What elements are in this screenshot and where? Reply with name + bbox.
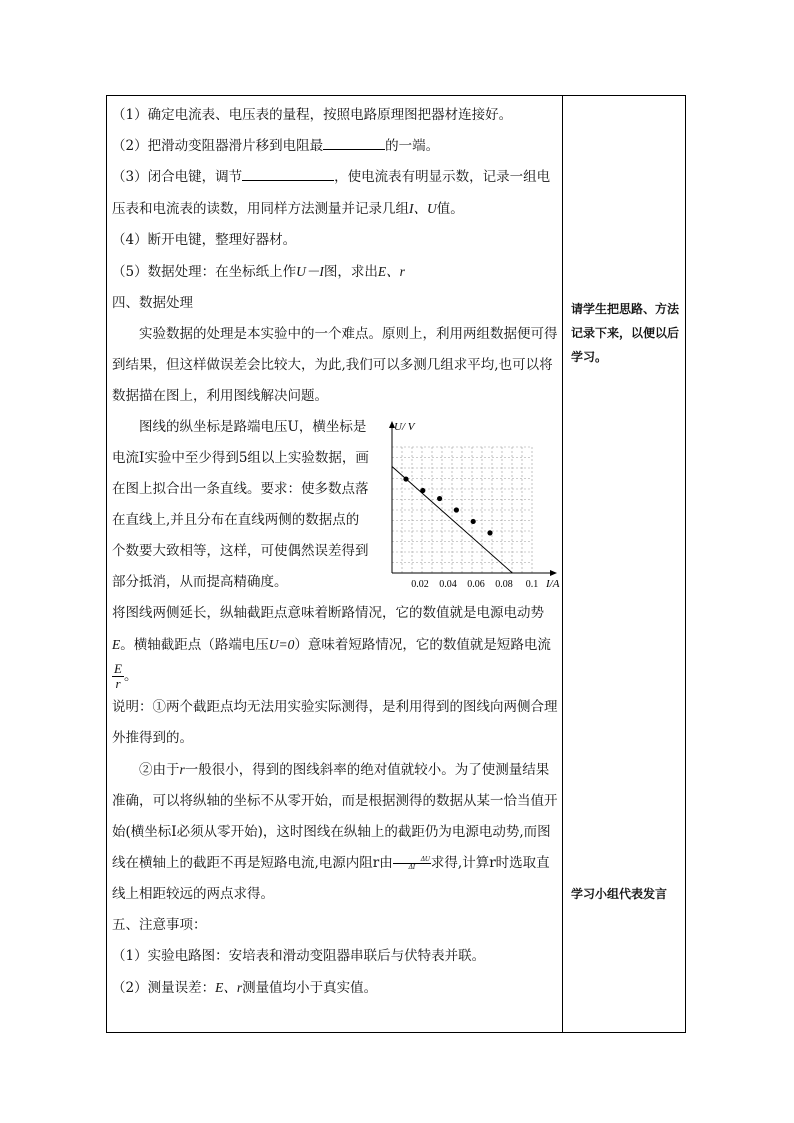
section-4-para-4: 说明：①两个截距点均无法用实验实际测得，是利用得到的图线向两侧合理外推得到的。: [112, 699, 558, 746]
x-tick-label: 0.06: [467, 579, 485, 590]
data-point: [437, 496, 442, 501]
x-axis-arrow: [550, 570, 557, 576]
section-4-para-1: 实验数据的处理是本实验中的一个难点。原则上，利用两组数据便可得到结果，但这样做误差会比较大，为此,我们可以多测几组求平均,也可以将数据描在图上，利用图线解决问题。: [112, 326, 558, 404]
sidebar-note-1: 请学生把思路、方法记录下来，以便以后学习。: [571, 302, 680, 364]
section-5-heading: 五、注意事项：: [112, 917, 207, 933]
data-point: [403, 476, 408, 481]
step-3: （3）闭合电键，调节 ，使电流表有明显示数，记录一组电压表和电流表的读数，用同样方法测量并记录几组I、U值。: [112, 162, 558, 225]
section-4-para-5: ②由于r一般很小，得到的图线斜率的绝对值就较小。为了使测量结果准确，可以将纵轴的坐标不从零开始，而是根据测得的数据从某一恰当值开始(横坐标I必须从零开始)，这时图线在纵轴上的截距仍为电源电动势,而图线在横轴上的截距不再是短路电流,电源内阻r由 $\frac{\Delta U}{\Delta I}$求得,计算r时选取直线上相距较远的两点求得。: [112, 762, 558, 902]
step-4: （4）断开电键，整理好器材。: [112, 232, 297, 248]
y-axis-label: U/ V: [394, 421, 415, 433]
fit-line: [392, 466, 512, 573]
note-2: （2）测量误差：E、r测量值均小于真实值。: [112, 980, 378, 996]
graph-block: [112, 412, 558, 598]
du-over-di-fraction: $\frac{\Delta U}{\Delta I}$: [393, 856, 431, 871]
x-tick-label: 0.04: [439, 579, 457, 590]
section-4-heading: 四、数据处理: [112, 295, 193, 311]
sidebar-note-2: 学习小组代表发言: [571, 887, 668, 901]
data-point: [454, 507, 459, 512]
fill-blank: [323, 135, 385, 150]
step-5: （5）数据处理：在坐标纸上作U－I图，求出E、r: [112, 264, 405, 280]
section-4-para-3: 将图线两侧延长，纵轴截距点意味着断路情况，它的数值就是电源电动势E。横轴截距点（路端电压U=0）意味着短路情况，它的数值就是短路电流 $\frac{E}{r}$ 。: [112, 605, 551, 691]
u-i-chart: [378, 418, 558, 594]
e-over-r-fraction: $\frac{E}{r}$: [114, 661, 122, 691]
x-axis-label: I/A: [546, 578, 560, 590]
note-1: （1）实验电路图：安培表和滑动变阻器串联后与伏特表并联。: [112, 948, 486, 964]
column-divider: [562, 95, 563, 1033]
main-column: [112, 100, 558, 1004]
data-point: [487, 530, 492, 535]
step-2: （2）把滑动变阻器滑片移到电阻最 的一端。: [112, 131, 558, 162]
x-tick-label: 0.1: [525, 579, 539, 590]
x-tick-label: 0.08: [495, 579, 513, 590]
section-4-para-2: 图线的纵坐标是路端电压U，横坐标是电流I实验中至少得到5组以上实验数据，画在图上拟合出一条直线。要求：使多数点落在直线上,并且分布在直线两侧的数据点的个数要大致相等，这样，可使偶然误差得到部分抵消，从而提高精确度。: [112, 419, 369, 590]
step-1: （1）确定电流表、电压表的量程，按照电路原理图把器材连接好。: [112, 107, 513, 123]
x-tick-label: 0.02: [411, 579, 429, 590]
fill-blank: [242, 166, 334, 181]
data-point: [420, 488, 425, 493]
data-point: [471, 519, 476, 524]
